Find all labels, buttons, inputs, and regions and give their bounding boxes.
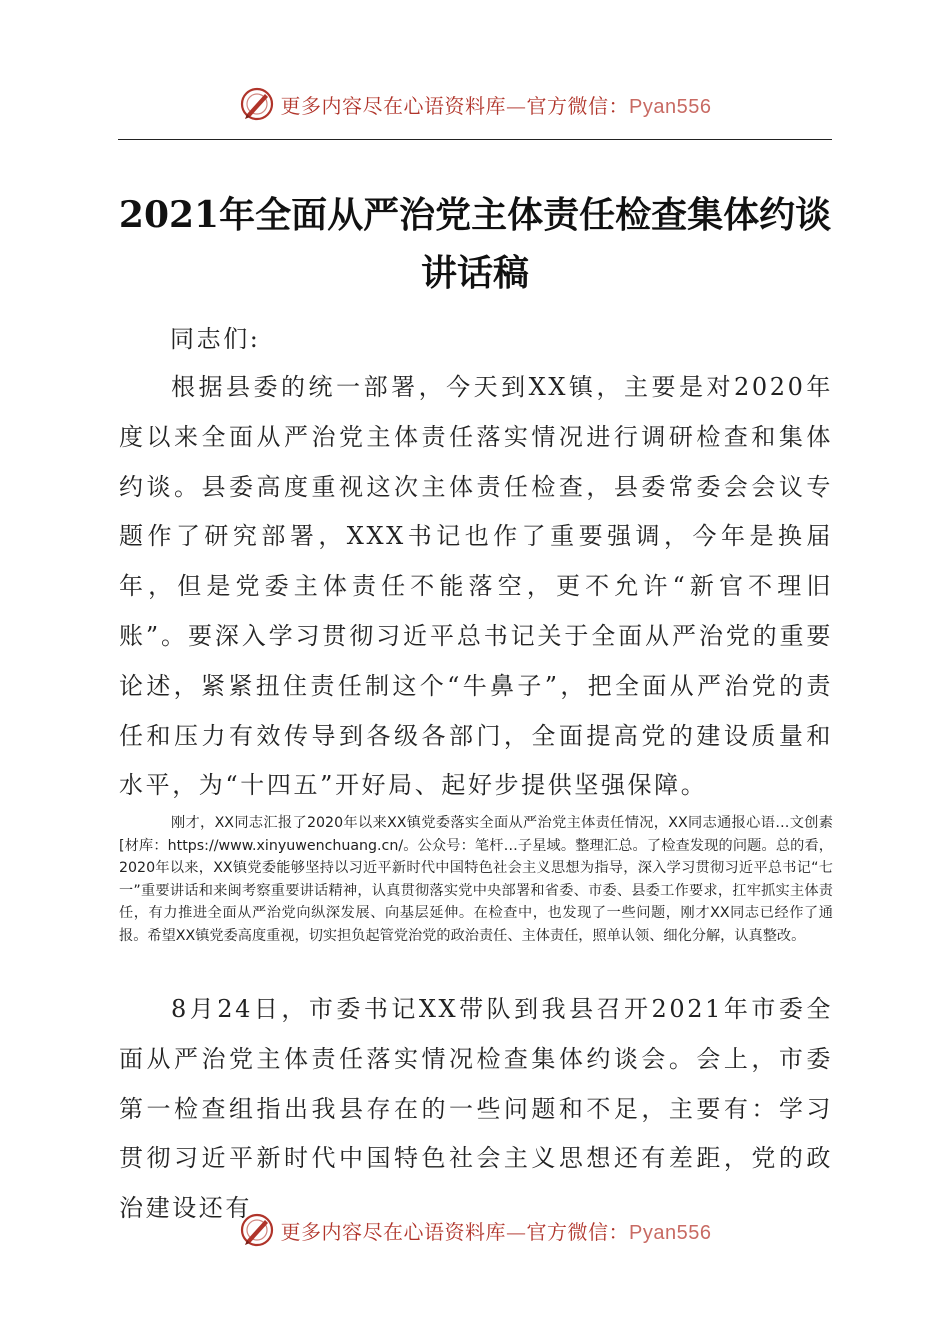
footer-banner-text: 更多内容尽在心语资料库—官方微信：Pyan556 [280,1219,712,1244]
document-title: 2021年全面从严治党主体责任检查集体约谈讲话稿 [118,194,832,294]
paragraph-2: 刚才，XX同志汇报了2020年以来XX镇党委落实全面从严治党主体责任情况，XX同志通报心语…文创素[材库：https://www.xinyuwenchuang.cn/。公众号：笔杆…子星域。整理汇总。了检查发现的问题。总的看，2020年以来，XX镇党委能够坚持以习近平新时代中国特色社会主义思想为指导，深入学习贯彻习近平总书记“七一”重要讲话和来闽考察重要讲话精神，认真贯彻落实党中央部署和省委、市委、县委工作要求，扛牢抓实主体责任，有力推进全面从严治党向纵深发展、向基层延伸。在检查中，也发现了一些问题，刚才XX同志已经作了通报。希望XX镇党委高度重视，切实担负起管党治党的政治责任、主体责任，照单认领、细化分解，认真整改。 [119,815,833,944]
header-banner-text: 更多内容尽在心语资料库—官方微信：Pyan556 [280,93,712,118]
paragraph-1: 根据县委的统一部署，今天到XX镇，主要是对2020年度以来全面从严治党主体责任落实情况进行调研检查和集体约谈。县委高度重视这次主体责任检查，县委常委会会议专题作了研究部署，XXX书记也作了重要强调，今年是换届年，但是党委主体责任不能落空，更不允许“新官不理旧账”。要深入学习贯彻习近平总书记关于全面从严治党的重要论述，紧紧扭住责任制这个“牛鼻子”，把全面从严治党的责任和压力有效传导到各级各部门，全面提高党的建设质量和水平，为“十四五”开好局、起好步提供坚强保障。 [119,373,833,800]
header-banner [0,82,950,126]
pen-logo-icon [239,86,275,122]
header-divider [118,139,832,140]
greeting: 同志们: [170,325,261,353]
pen-logo-icon [239,1212,275,1248]
paragraph-3: 8月24日，市委书记XX带队到我县召开2021年市委全面从严治党主体责任落实情况检查集体约谈会。会上，市委第一检查组指出我县存在的一些问题和不足，主要有：学习贯彻习近平新时代中国特色社会主义思想还有差距，党的政治建设还有 [119,995,833,1223]
footer-banner [0,1208,950,1252]
